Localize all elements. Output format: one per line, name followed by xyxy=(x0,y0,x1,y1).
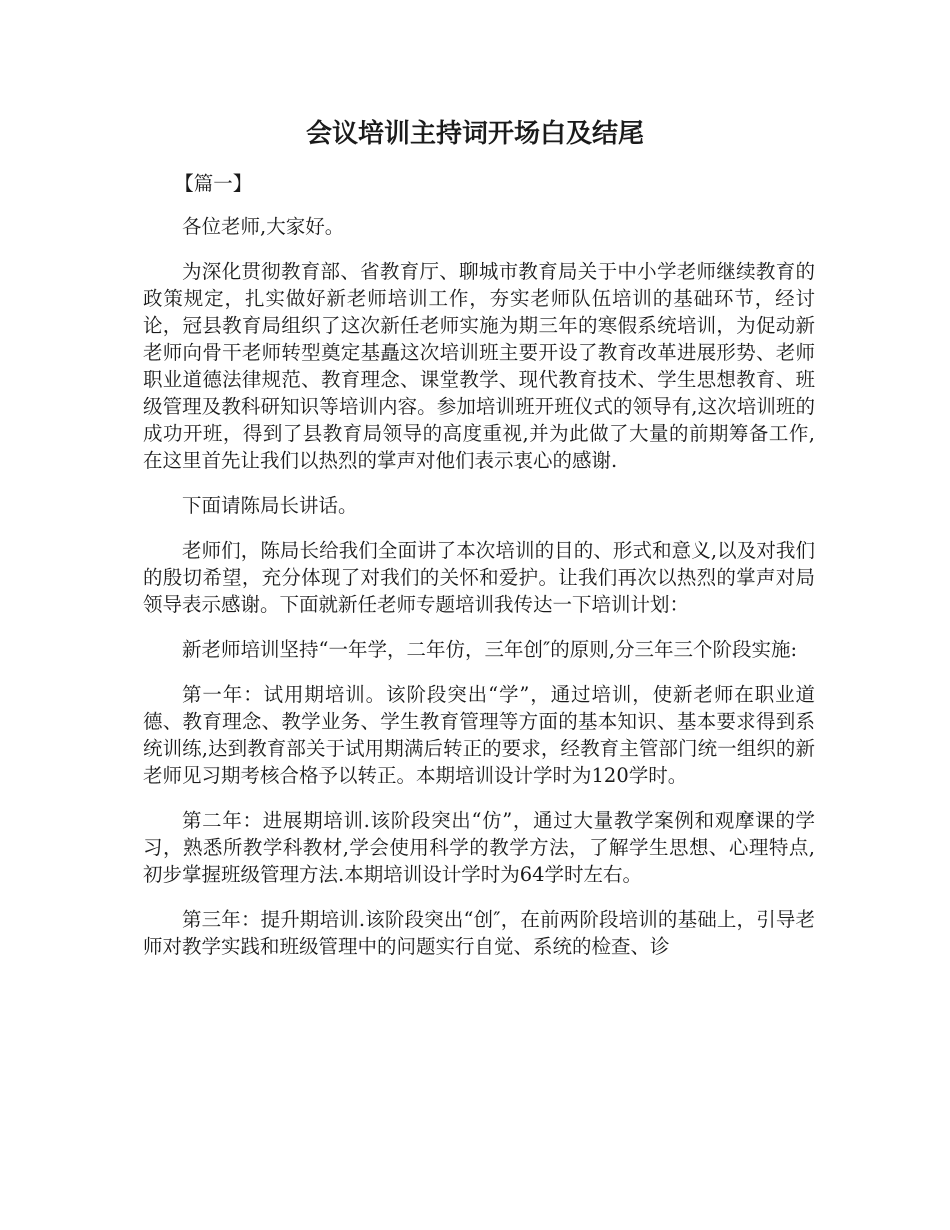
document-body xyxy=(143,170,815,978)
section-label: 【篇一】 xyxy=(174,172,253,195)
document-title: 会议培训主持词开场白及结尾 xyxy=(305,119,644,149)
paragraph-year-one: 第一年：试用期培训。该阶段突出“学”，通过培训，使新老师在职业道德、教育理念、教学业务、学生教育管理等方面的基本知识、基本要求得到系统训练,达到教育部关于试用期满后转正的要求，经教育主管部门统一组织的新老师见习期考核合格予以转正。本期培训设计学时为120学时。 xyxy=(143,683,815,787)
paragraph-year-three: 第三年：提升期培训.该阶段突出“创″，在前两阶段培训的基础上，引导老师对教学实践和班级管理中的问题实行自觉、系统的检查、诊 xyxy=(143,908,815,958)
paragraph-year-two: 第二年：进展期培训.该阶段突出“仿”，通过大量教学案例和观摩课的学习，熟悉所教学科教材,学会使用科学的教学方法，了解学生思想、心理特点,初步掌握班级管理方法.本期培训设计学时为64学时左右。 xyxy=(143,809,815,886)
paragraph-speech-invite: 下面请陈局长讲话。 xyxy=(182,494,358,517)
paragraph-intro: 为深化贯彻教育部、省教育厅、聊城市教育局关于中小学老师继续教育的政策规定，扎实做好新老师培训工作，夯实老师队伍培训的基础环节，经讨论，冠县教育局组织了这次新任老师实施为期三年的寒假系统培训，为促动新老师向骨干老师转型奠定基矗这次培训班主要开设了教育改革进展形势、老师职业道德法律规范、教育理念、课堂教学、现代教育技术、学生思想教育、班级管理及教科研知识等培训内容。参加培训班开班仪式的领导有,这次培训班的成功开班，得到了县教育局领导的高度重视,并为此做了大量的前期筹备工作,在这里首先让我们以热烈的掌声对他们表示衷心的感谢. xyxy=(143,260,815,472)
paragraph-greeting: 各位老师,大家好。 xyxy=(182,215,345,238)
paragraph-principle: 新老师培训坚持“一年学，二年仿，三年创″的原则,分三年三个阶段实施: xyxy=(182,638,798,661)
paragraph-thanks: 老师们，陈局长给我们全面讲了本次培训的目的、形式和意义,以及对我们的殷切希望，充分体现了对我们的关怀和爱护。让我们再次以热烈的掌声对局领导表示感谢。下面就新任老师专题培训我传达一下培训计划： xyxy=(143,539,815,616)
